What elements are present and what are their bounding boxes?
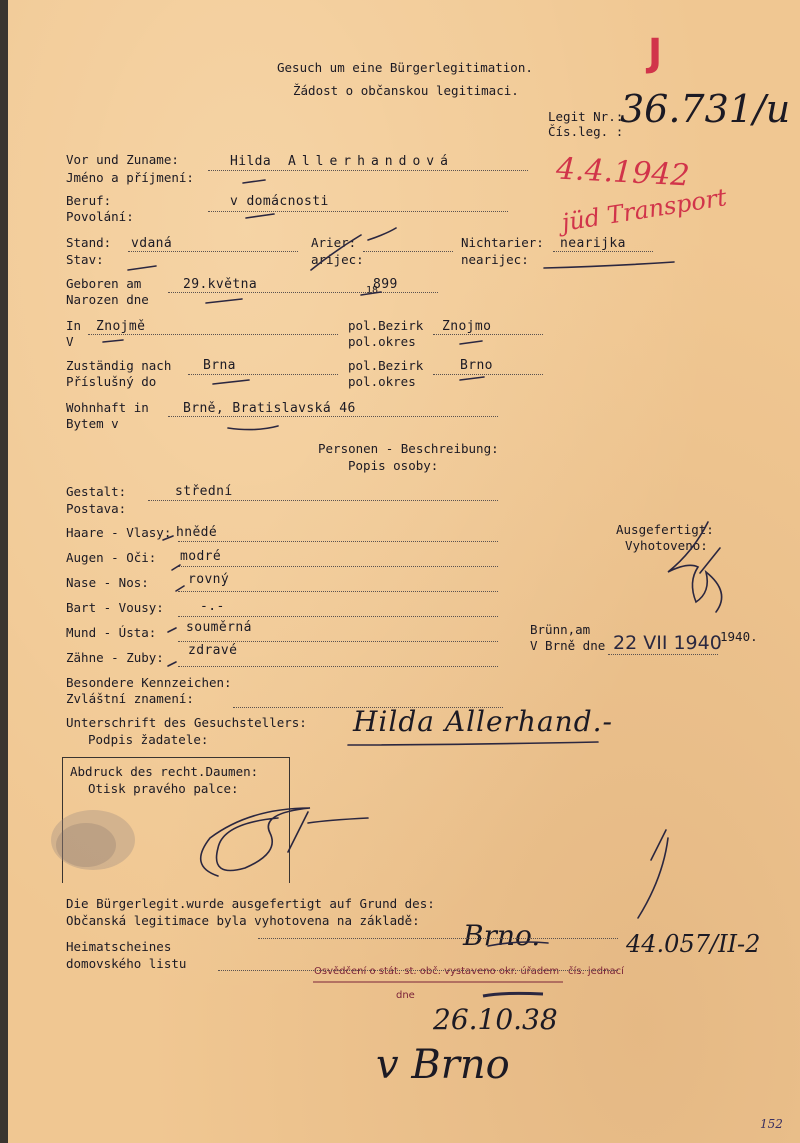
residence-value: Brně, Bratislavská 46	[183, 401, 356, 416]
legit-label-cz: Čís.leg. :	[548, 124, 624, 139]
status-label-de: Stand:	[66, 235, 112, 250]
build-label-cz: Postava:	[66, 501, 127, 516]
basis-hand-number: 44.057/II-2	[626, 930, 761, 958]
residence-label-de: Wohnhaft in	[66, 400, 149, 415]
nichtarier-label-cz: nearijec:	[461, 252, 529, 267]
birth-date: 29.května	[183, 277, 258, 292]
issued-year: 1940.	[720, 629, 758, 644]
birth-year: 899	[373, 277, 398, 292]
in-district-label-cz: pol.okres	[348, 334, 416, 349]
eyes-label: Augen - Oči:	[66, 550, 157, 565]
domicile-district-label-de: pol.Bezirk	[348, 358, 424, 373]
in-label-de: In	[66, 318, 82, 333]
nichtarier-value: nearijka	[560, 236, 626, 251]
occupation-label-cz: Povolání:	[66, 209, 134, 224]
legit-label-de: Legit Nr.:	[548, 109, 624, 124]
title-cz: Žádost o občanskou legitimaci.	[293, 83, 519, 98]
in-district-label-de: pol.Bezirk	[348, 318, 424, 333]
beard-value: -.-	[200, 599, 225, 614]
thumb-label-cz: Otisk pravého palce:	[88, 781, 239, 796]
issued-city-cz: V Brně dne	[530, 638, 606, 653]
thumb-label-de: Abdruck des recht.Daumen:	[70, 764, 259, 779]
description-heading-cz: Popis osoby:	[348, 458, 439, 473]
issued-label-de: Ausgefertigt:	[616, 522, 714, 537]
nose-label: Nase - Nos:	[66, 575, 149, 590]
certificate-stamp-dne: dne	[396, 990, 415, 1001]
mouth-value: souměrná	[186, 620, 252, 635]
birth-district: Znojmo	[442, 319, 492, 334]
issued-label-cz: Vyhotoveno:	[625, 538, 708, 553]
mouth-label: Mund - Ústa:	[66, 625, 157, 640]
teeth-label: Zähne - Zuby:	[66, 650, 164, 665]
marks-label-de: Besondere Kennzeichen:	[66, 675, 232, 690]
name-label-de: Vor und Zuname:	[66, 152, 179, 167]
hair-value: hnědé	[176, 525, 218, 540]
last-name: Allerhandová	[288, 154, 454, 169]
born-label-cz: Narozen dne	[66, 292, 149, 307]
marks-label-cz: Zvláštní znamení:	[66, 691, 194, 706]
issued-date-stamp: 22 VII 1940	[613, 632, 722, 654]
status-value: vdaná	[131, 236, 173, 251]
arier-label-cz: arijec:	[311, 252, 364, 267]
applicant-signature: Hilda Allerhand.-	[353, 705, 613, 738]
description-heading-de: Personen - Beschreibung:	[318, 441, 499, 456]
born-label-de: Geboren am	[66, 276, 142, 291]
title-de: Gesuch um eine Bürgerlegitimation.	[277, 60, 533, 75]
nose-value: rovný	[188, 572, 230, 587]
first-name: Hilda	[230, 154, 272, 169]
eyes-value: modré	[180, 549, 222, 564]
basis-doc-cz: domovského listu	[66, 956, 187, 971]
nichtarier-label-de: Nichtarier:	[461, 235, 544, 250]
j-stamp: J	[648, 31, 663, 75]
birth-place: Znojmě	[96, 319, 146, 334]
birth-year-prefix: 18	[366, 285, 379, 296]
residence-label-cz: Bytem v	[66, 416, 119, 431]
basis-doc-de: Heimatscheines	[66, 939, 172, 954]
basis-hand-city: Brno.	[463, 919, 541, 952]
in-label-cz: V	[66, 334, 74, 349]
signature-label-de: Unterschrift des Gesuchstellers:	[66, 715, 307, 730]
build-value: střední	[175, 484, 233, 499]
beard-label: Bart - Vousy:	[66, 600, 164, 615]
basis-hand-date: 26.10.38	[433, 1003, 558, 1036]
document-page	[8, 0, 800, 1143]
basis-hand-place: v Brno	[376, 1042, 510, 1088]
name-label-cz: Jméno a příjmení:	[66, 170, 194, 185]
domicile-district: Brno	[460, 358, 493, 373]
domicile-value: Brna	[203, 358, 236, 373]
occupation-value: v domácnosti	[230, 194, 329, 209]
red-date-annotation: 4.4.1942	[555, 151, 691, 194]
arier-label-de: Arier:	[311, 235, 357, 250]
domicile-label-de: Zuständig nach	[66, 358, 172, 373]
handwriting-marks	[8, 0, 800, 1143]
legit-number: 36.731/u	[620, 87, 791, 131]
hair-label: Haare - Vlasy:	[66, 525, 172, 540]
build-label-de: Gestalt:	[66, 484, 127, 499]
issued-city-de: Brünn,am	[530, 622, 591, 637]
basis-line-de: Die Bürgerlegit.wurde ausgefertigt auf Grund des:	[66, 896, 435, 911]
red-transport-note: jüd Transport	[559, 183, 729, 237]
domicile-label-cz: Příslušný do	[66, 374, 157, 389]
occupation-label-de: Beruf:	[66, 193, 112, 208]
status-label-cz: Stav:	[66, 252, 104, 267]
teeth-value: zdravé	[188, 643, 238, 658]
certificate-stamp-line: Osvědčení o stát. st. obč. vystaveno okr. úřadem	[314, 966, 560, 977]
signature-label-cz: Podpis žadatele:	[88, 732, 209, 747]
basis-line-cz: Občanská legitimace byla vyhotovena na základě:	[66, 913, 420, 928]
domicile-district-label-cz: pol.okres	[348, 374, 416, 389]
page-number: 152	[760, 1117, 783, 1131]
certificate-stamp-number-label: čís. jednací	[568, 966, 624, 977]
